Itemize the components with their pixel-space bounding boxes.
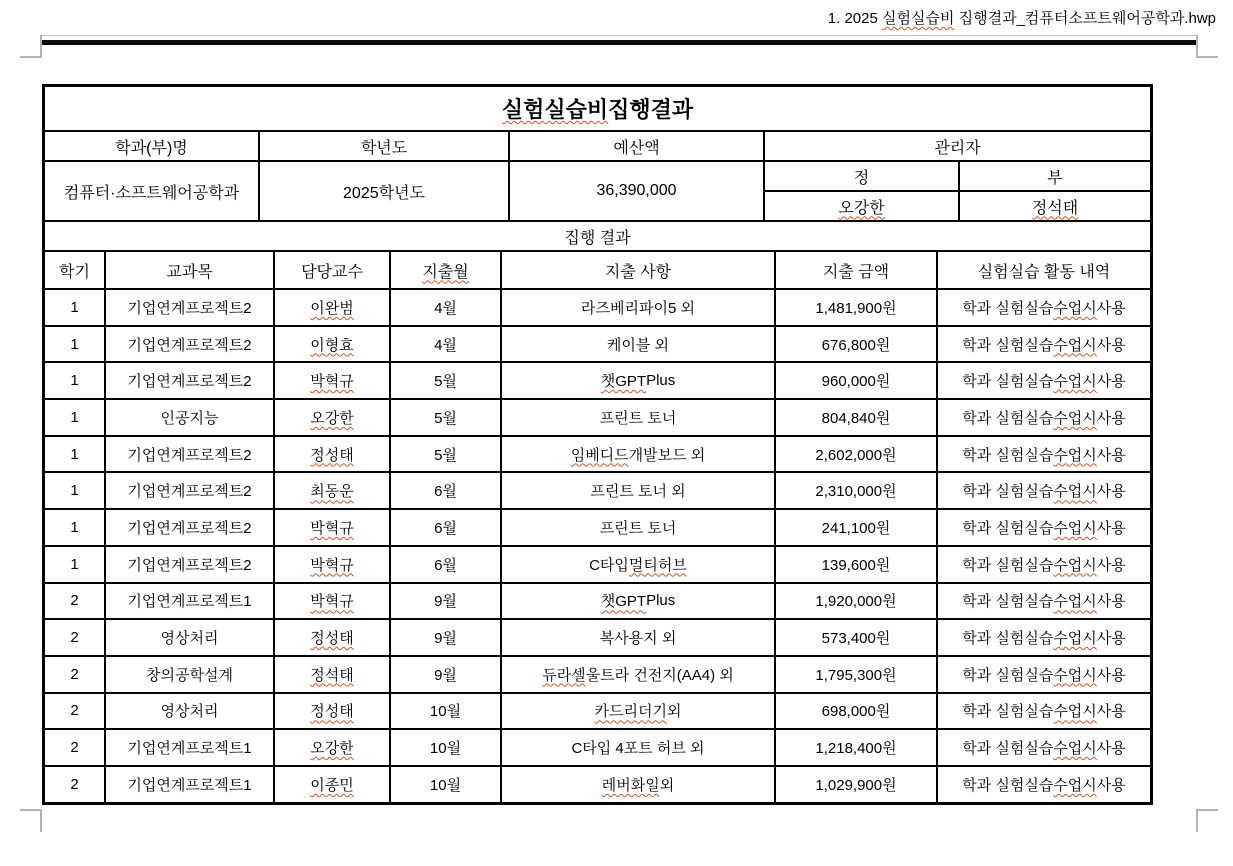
cell-semester[interactable]: 2 — [45, 730, 106, 765]
cell-professor[interactable]: 이종민 — [275, 767, 391, 802]
cell-amount[interactable]: 2,310,000원 — [776, 473, 938, 508]
cell-professor[interactable]: 이완범 — [275, 290, 391, 325]
cell-amount[interactable]: 960,000원 — [776, 363, 938, 398]
cell-item[interactable]: 복사용지 외 — [502, 620, 776, 655]
manager-secondary-label[interactable]: 부 — [1047, 169, 1063, 187]
column-header-row — [45, 250, 1150, 288]
cell-amount[interactable]: 804,840원 — [776, 400, 938, 435]
cell-item[interactable]: C타입 4포트 허브 외 — [502, 730, 776, 765]
info-header-department[interactable]: 학과(부)명 — [45, 132, 260, 160]
info-header-manager[interactable]: 관리자 — [934, 139, 981, 157]
manager-primary-label[interactable]: 정 — [765, 162, 960, 190]
cell-semester[interactable]: 1 — [45, 290, 106, 325]
cell-item[interactable]: 임베디드 개발보드 외 — [502, 437, 776, 472]
table-row — [45, 728, 1150, 765]
cell-month[interactable]: 6월 — [391, 473, 502, 508]
table-body — [45, 288, 1150, 802]
cell-activity[interactable]: 학과 실험실습 수업시 사용 — [962, 373, 1126, 391]
cell-amount[interactable]: 1,795,300원 — [776, 657, 938, 692]
table-row — [45, 288, 1150, 325]
cell-item[interactable]: 듀라셀 울트라 건전지(AA4) 외 — [502, 657, 776, 692]
header-boundary-line — [42, 35, 1196, 36]
cell-course[interactable]: 기업연계프로젝트1 — [106, 767, 275, 802]
cell-month[interactable]: 9월 — [391, 620, 502, 655]
info-header-row — [45, 130, 1150, 160]
cell-semester[interactable]: 1 — [45, 400, 106, 435]
table-row — [45, 545, 1150, 582]
table-row — [45, 508, 1150, 545]
cell-item[interactable]: C타입 멀티허브 — [502, 547, 776, 582]
manager-primary-name[interactable]: 오강한 — [765, 192, 960, 220]
cell-month[interactable]: 9월 — [391, 657, 502, 692]
department-value[interactable]: 컴퓨터·소프트웨어공학과 — [45, 162, 260, 220]
cell-professor[interactable]: 정성태 — [275, 694, 391, 729]
table-row — [45, 471, 1150, 508]
manager-subheader-row — [765, 162, 1150, 192]
header-rule — [40, 40, 1196, 45]
cell-semester[interactable]: 1 — [45, 327, 106, 362]
cell-item[interactable]: 프린트 토너 외 — [502, 473, 776, 508]
cell-amount[interactable]: 241,100원 — [776, 510, 938, 545]
cell-activity[interactable]: 학과 실험실습 수업시 사용 — [962, 776, 1126, 794]
cell-item[interactable]: 레버화일 외 — [502, 767, 776, 802]
budget-value[interactable]: 36,390,000 — [510, 162, 765, 220]
cell-activity[interactable]: 학과 실험실습 수업시 사용 — [962, 556, 1126, 574]
title-row — [45, 87, 1150, 130]
cell-professor[interactable]: 박혁규 — [275, 510, 391, 545]
cell-month[interactable]: 10월 — [391, 730, 502, 765]
col-header-month[interactable]: 지출월 — [391, 252, 502, 288]
cell-amount[interactable]: 1,481,900원 — [776, 290, 938, 325]
page-margin-mark-bottom-left — [20, 809, 42, 832]
cell-amount[interactable]: 1,218,400원 — [776, 730, 938, 765]
cell-activity[interactable]: 학과 실험실습 수업시 사용 — [962, 703, 1126, 721]
cell-course[interactable]: 창의공학설계 — [106, 657, 275, 692]
cell-course[interactable]: 기업연계프로젝트1 — [106, 730, 275, 765]
info-data-row — [45, 160, 1150, 220]
cell-course[interactable]: 기업연계프로젝트1 — [106, 584, 275, 619]
cell-item[interactable]: 챗GPT Plus — [502, 584, 776, 619]
cell-semester[interactable]: 2 — [45, 767, 106, 802]
cell-professor[interactable]: 이형효 — [275, 327, 391, 362]
cell-professor[interactable]: 박혁규 — [275, 363, 391, 398]
manager-names-row — [765, 192, 1150, 220]
cell-activity[interactable]: 학과 실험실습 수업시 사용 — [962, 519, 1126, 537]
cell-amount[interactable]: 1,920,000원 — [776, 584, 938, 619]
cell-month[interactable]: 5월 — [391, 363, 502, 398]
cell-amount[interactable]: 2,602,000원 — [776, 437, 938, 472]
page-title[interactable]: 실험실습비 집행결과 — [501, 97, 694, 122]
cell-course[interactable]: 인공지능 — [106, 400, 275, 435]
section-title-row — [45, 220, 1150, 250]
manager-cell — [765, 162, 1150, 220]
execution-result-table — [42, 84, 1153, 805]
page-margin-mark-top-right — [1196, 35, 1218, 58]
cell-semester[interactable]: 1 — [45, 547, 106, 582]
cell-month[interactable]: 4월 — [391, 327, 502, 362]
cell-professor[interactable]: 정성태 — [275, 620, 391, 655]
cell-month[interactable]: 6월 — [391, 510, 502, 545]
cell-semester[interactable]: 2 — [45, 694, 106, 729]
cell-item[interactable]: 케이블 외 — [502, 327, 776, 362]
cell-professor[interactable]: 정성태 — [275, 437, 391, 472]
table-row — [45, 618, 1150, 655]
cell-course[interactable]: 기업연계프로젝트2 — [106, 290, 275, 325]
cell-amount[interactable]: 139,600원 — [776, 547, 938, 582]
cell-professor[interactable]: 최동운 — [275, 473, 391, 508]
cell-item[interactable]: 챗GPT Plus — [502, 363, 776, 398]
cell-item[interactable]: 라즈베리파이5 외 — [502, 290, 776, 325]
cell-semester[interactable]: 2 — [45, 620, 106, 655]
col-header-amount[interactable]: 지출 금액 — [776, 252, 938, 288]
cell-month[interactable]: 4월 — [391, 290, 502, 325]
col-header-professor[interactable]: 담당교수 — [275, 252, 391, 288]
cell-month[interactable]: 10월 — [391, 694, 502, 729]
table-row — [45, 325, 1150, 362]
cell-semester[interactable]: 2 — [45, 657, 106, 692]
cell-professor[interactable]: 정석태 — [275, 657, 391, 692]
cell-amount[interactable]: 676,800원 — [776, 327, 938, 362]
year-value[interactable]: 2025학년도 — [260, 162, 510, 220]
cell-activity[interactable]: 학과 실험실습 수업시 사용 — [962, 409, 1126, 427]
document-filename: 1. 2025 실험실습비 집행결과_컴퓨터소프트웨어공학과.hwp — [827, 10, 1216, 27]
cell-month[interactable]: 5월 — [391, 437, 502, 472]
info-header-year[interactable]: 학년도 — [260, 132, 510, 160]
cell-professor[interactable]: 박혁규 — [275, 547, 391, 582]
table-row — [45, 692, 1150, 729]
cell-course[interactable]: 기업연계프로젝트2 — [106, 510, 275, 545]
cell-professor[interactable]: 박혁규 — [275, 584, 391, 619]
cell-professor[interactable]: 오강한 — [275, 400, 391, 435]
table-row — [45, 655, 1150, 692]
cell-activity[interactable]: 학과 실험실습 수업시 사용 — [962, 740, 1126, 758]
cell-activity[interactable]: 학과 실험실습 수업시 사용 — [962, 666, 1126, 684]
col-header-activity[interactable]: 실험실습 활동 내역 — [977, 263, 1111, 281]
col-header-semester[interactable]: 학기 — [45, 252, 106, 288]
cell-amount[interactable]: 698,000원 — [776, 694, 938, 729]
cell-activity[interactable]: 학과 실험실습 수업시 사용 — [962, 446, 1126, 464]
cell-professor[interactable]: 오강한 — [275, 730, 391, 765]
table-row — [45, 582, 1150, 619]
table-row — [45, 435, 1150, 472]
cell-semester[interactable]: 1 — [45, 510, 106, 545]
cell-activity[interactable]: 학과 실험실습 수업시 사용 — [962, 336, 1126, 354]
cell-item[interactable]: 프린트 토너 — [502, 400, 776, 435]
col-header-course[interactable]: 교과목 — [106, 252, 275, 288]
cell-course[interactable]: 기업연계프로젝트2 — [106, 547, 275, 582]
cell-course[interactable]: 기업연계프로젝트2 — [106, 437, 275, 472]
cell-activity[interactable]: 학과 실험실습 수업시 사용 — [962, 483, 1126, 501]
cell-semester[interactable]: 2 — [45, 584, 106, 619]
col-header-item[interactable]: 지출 사항 — [502, 252, 776, 288]
section-title[interactable]: 집행 결과 — [564, 229, 631, 247]
cell-course[interactable]: 영상처리 — [106, 620, 275, 655]
cell-course[interactable]: 기업연계프로젝트2 — [106, 327, 275, 362]
cell-activity[interactable]: 학과 실험실습 수업시 사용 — [962, 630, 1126, 648]
cell-course[interactable]: 영상처리 — [106, 694, 275, 729]
cell-activity[interactable]: 학과 실험실습 수업시 사용 — [962, 593, 1126, 611]
cell-amount[interactable]: 573,400원 — [776, 620, 938, 655]
cell-semester[interactable]: 1 — [45, 437, 106, 472]
cell-month[interactable]: 10월 — [391, 767, 502, 802]
cell-course[interactable]: 기업연계프로젝트2 — [106, 363, 275, 398]
cell-month[interactable]: 6월 — [391, 547, 502, 582]
page-margin-mark-top-left — [20, 35, 42, 58]
cell-activity[interactable]: 학과 실험실습 수업시 사용 — [962, 299, 1126, 317]
cell-semester[interactable]: 1 — [45, 473, 106, 508]
manager-secondary-name[interactable]: 정석태 — [1031, 199, 1079, 217]
table-row — [45, 361, 1150, 398]
table-row — [45, 398, 1150, 435]
cell-item[interactable]: 프린트 토너 — [502, 510, 776, 545]
cell-month[interactable]: 5월 — [391, 400, 502, 435]
cell-course[interactable]: 기업연계프로젝트2 — [106, 473, 275, 508]
cell-semester[interactable]: 1 — [45, 363, 106, 398]
cell-month[interactable]: 9월 — [391, 584, 502, 619]
table-row — [45, 765, 1150, 802]
page-margin-mark-bottom-right — [1196, 809, 1218, 832]
cell-item[interactable]: 카드리더기 외 — [502, 694, 776, 729]
cell-amount[interactable]: 1,029,900원 — [776, 767, 938, 802]
info-header-budget[interactable]: 예산액 — [510, 132, 765, 160]
